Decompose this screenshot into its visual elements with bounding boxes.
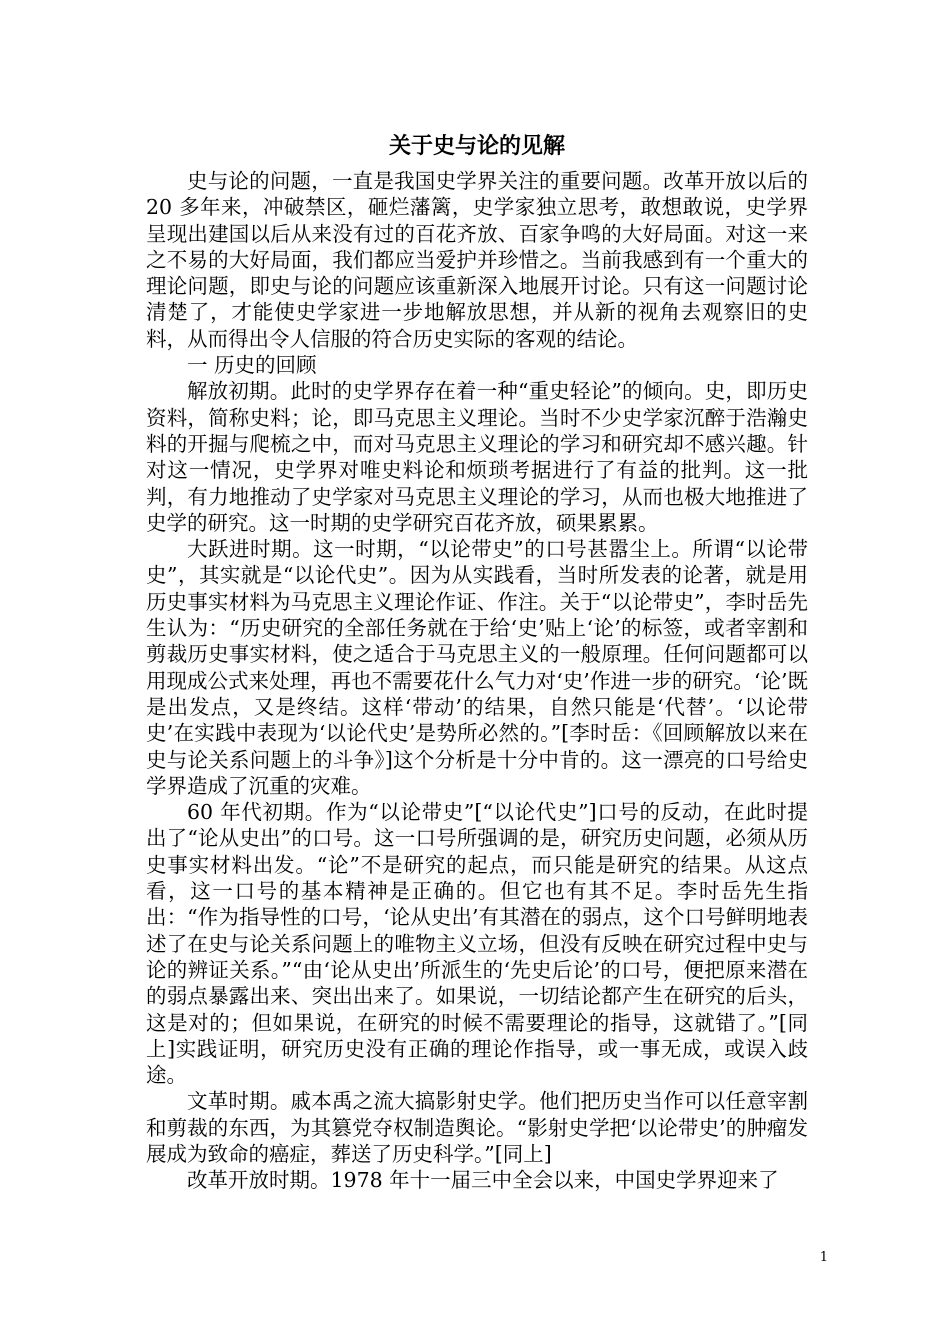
paragraph-early-60s: 60 年代初期。作为“以论带史”[“以论代史”]口号的反动，在此时提出了“论从史出”的口号。这一口号所强调的是，研究历史问题，必须从历史事实材料出发。“论”不是研究的起点，而只能是研究的结果。从这点看，这一口号的基本精神是正确的。但它也有其不足。李时岳先生指出：“作为指导性的口号，‘论从史出’有其潜在的弱点，这个口号鲜明地表述了在史与论关系问题上的唯物主义立场，但没有反映在研究过程中史与论的辨证关系。”“由‘论从史出’所派生的‘先史后论’的口号，便把原来潜在的弱点暴露出来、突出出来了。如果说，一切结论都产生在研究的后头，这是对的；但如果说，在研究的时候不需要理论的指导，这就错了。”[同上]实践证明，研究历史没有正确的理论作指导，或一事无成，或误入歧途。	[146, 800, 808, 1088]
paragraph-intro: 史与论的问题，一直是我国史学界关注的重要问题。改革开放以后的 20 多年来，冲破禁区，砸烂藩篱，史学家独立思考，敢想敢说，史学界呈现出建国以后从来没有过的百花齐放、百家争鸣的大好局面。对这一来之不易的大好局面，我们都应当爱护并珍惜之。当前我感到有一个重大的理论问题，即史与论的问题应该重新深入地展开讨论。只有这一问题讨论清楚了，才能使史学家进一步地解放思想，并从新的视角去观察旧的史料，从而得出令人信服的符合历史实际的客观的结论。	[146, 169, 808, 351]
paragraph-liberation-period: 解放初期。此时的史学界存在着一种“重史轻论”的倾向。史，即历史资料，简称史料；论，即马克思主义理论。当时不少史学家沉醉于浩瀚史料的开掘与爬梳之中，而对马克思主义理论的学习和研究却不感兴趣。针对这一情况，史学界对唯史料论和烦琐考据进行了有益的批判。这一批判，有力地推动了史学家对马克思主义理论的学习，从而也极大地推进了史学的研究。这一时期的史学研究百花齐放，硕果累累。	[146, 379, 808, 535]
page-number: 1	[819, 1250, 828, 1265]
section-heading: 一 历史的回顾	[187, 353, 317, 378]
paragraph-cultural-revolution: 文革时期。戚本禹之流大搞影射史学。他们把历史当作可以任意宰割和剪裁的东西，为其篡党夺权制造舆论。“影射史学把‘以论带史’的肿瘤发展成为致命的癌症，葬送了历史科学。”[同上]	[146, 1089, 808, 1166]
paragraph-great-leap-period: 大跃进时期。这一时期，“以论带史”的口号甚嚣尘上。所谓“以论带史”，其实就是“以论代史”。因为从实践看，当时所发表的论著，就是用历史事实材料为马克思主义理论作证、作注。关于“以论带史”，李时岳先生认为：“历史研究的全部任务就在于给‘史’贴上‘论’的标签，或者宰割和剪裁历史事实材料，使之适合于马克思主义的一般原理。任何问题都可以用现成公式来处理，再也不需要花什么气力对‘史’作进一步的研究。‘论’既是出发点，又是终结。这样‘带动’的结果，自然只能是‘代替’。‘以论带史’在实践中表现为‘以论代史’是势所必然的。”[李时岳：《回顾解放以来在史与论关系问题上的斗争》]这个分析是十分中肯的。这一漂亮的口号给史学界造成了沉重的灾难。	[146, 537, 808, 798]
document-body	[146, 130, 808, 1194]
document-title: 关于史与论的见解	[388, 133, 565, 159]
paragraph-reform-period: 改革开放时期。1978 年十一届三中全会以来，中国史学界迎来了	[187, 1168, 779, 1193]
